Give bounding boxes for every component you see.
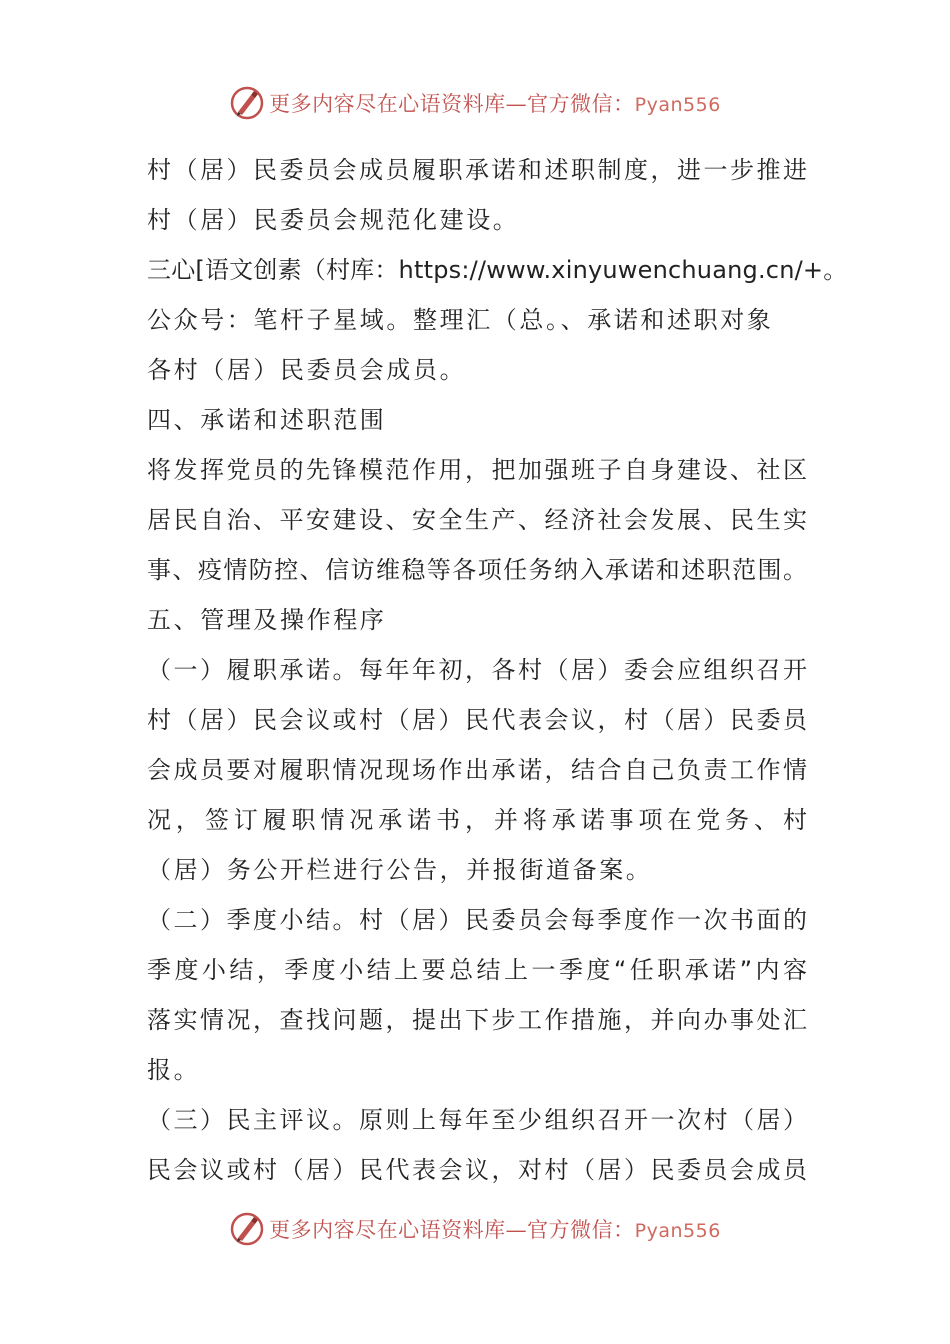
footer-text [269,1214,721,1244]
text-line: 村（居）民委员会成员履职承诺和述职制度，进一步推进 [147,156,807,184]
header-dash: — [505,92,528,116]
text-line: 居民自治、平安建设、安全生产、经济社会发展、民生实 [147,506,807,534]
text-line: 公众号：笔杆子星域。整理汇（总。、承诺和述职对象 [147,306,774,334]
text-line: （三）民主评议。原则上每年至少组织召开一次村（居） [147,1106,807,1134]
text-line: 各村（居）民委员会成员。 [147,356,467,384]
pen-circle-logo-icon [229,85,265,121]
text-line: （二）季度小结。村（居）民委员会每季度作一次书面的 [147,906,807,934]
text-line: 况，签订履职情况承诺书，并将承诺事项在党务、村 [147,806,807,834]
text-line: 会成员要对履职情况现场作出承诺，结合自己负责工作情 [147,756,807,784]
text-line: （居）务公开栏进行公告，并报街道备案。 [147,856,653,884]
header-wechat-label: 官方微信： [527,92,635,116]
header-text [269,88,721,118]
footer-wechat-label: 官方微信： [527,1218,635,1242]
text-line: 村（居）民委员会规范化建设。 [147,206,520,234]
text-line: 民会议或村（居）民代表会议，对村（居）民委员会成员 [147,1156,807,1184]
text-line: 事、疫情防控、信访维稳等各项任务纳入承诺和述职范围。 [147,556,807,584]
text-line: 村（居）民会议或村（居）民代表会议，村（居）民委员 [147,706,807,734]
pen-circle-logo-icon [229,1211,265,1247]
text-line: 落实情况，查找问题，提出下步工作措施，并向办事处汇 [147,1006,807,1034]
text-line: 将发挥党员的先锋模范作用，把加强班子自身建设、社区 [147,456,807,484]
text-line: 四、承诺和述职范围 [147,406,387,434]
header-banner [0,83,950,123]
header-wechat-id: Pyan556 [634,94,721,116]
footer-banner [0,1209,950,1249]
document-body [147,145,848,1195]
header-brand: 更多内容尽在心语资料库 [269,92,506,116]
footer-dash: — [505,1218,528,1242]
text-line: 五、管理及操作程序 [147,606,387,634]
footer-wechat-id: Pyan556 [634,1220,721,1242]
text-line: 季度小结，季度小结上要总结上一季度“任职承诺”内容 [147,956,807,984]
text-line: 三心[语文创素（村库：https://www.xinyuwenchuang.cn/+。 [147,256,848,284]
footer-brand: 更多内容尽在心语资料库 [269,1218,506,1242]
text-line: 报。 [147,1056,201,1084]
text-line: （一）履职承诺。每年年初，各村（居）委会应组织召开 [147,656,807,684]
